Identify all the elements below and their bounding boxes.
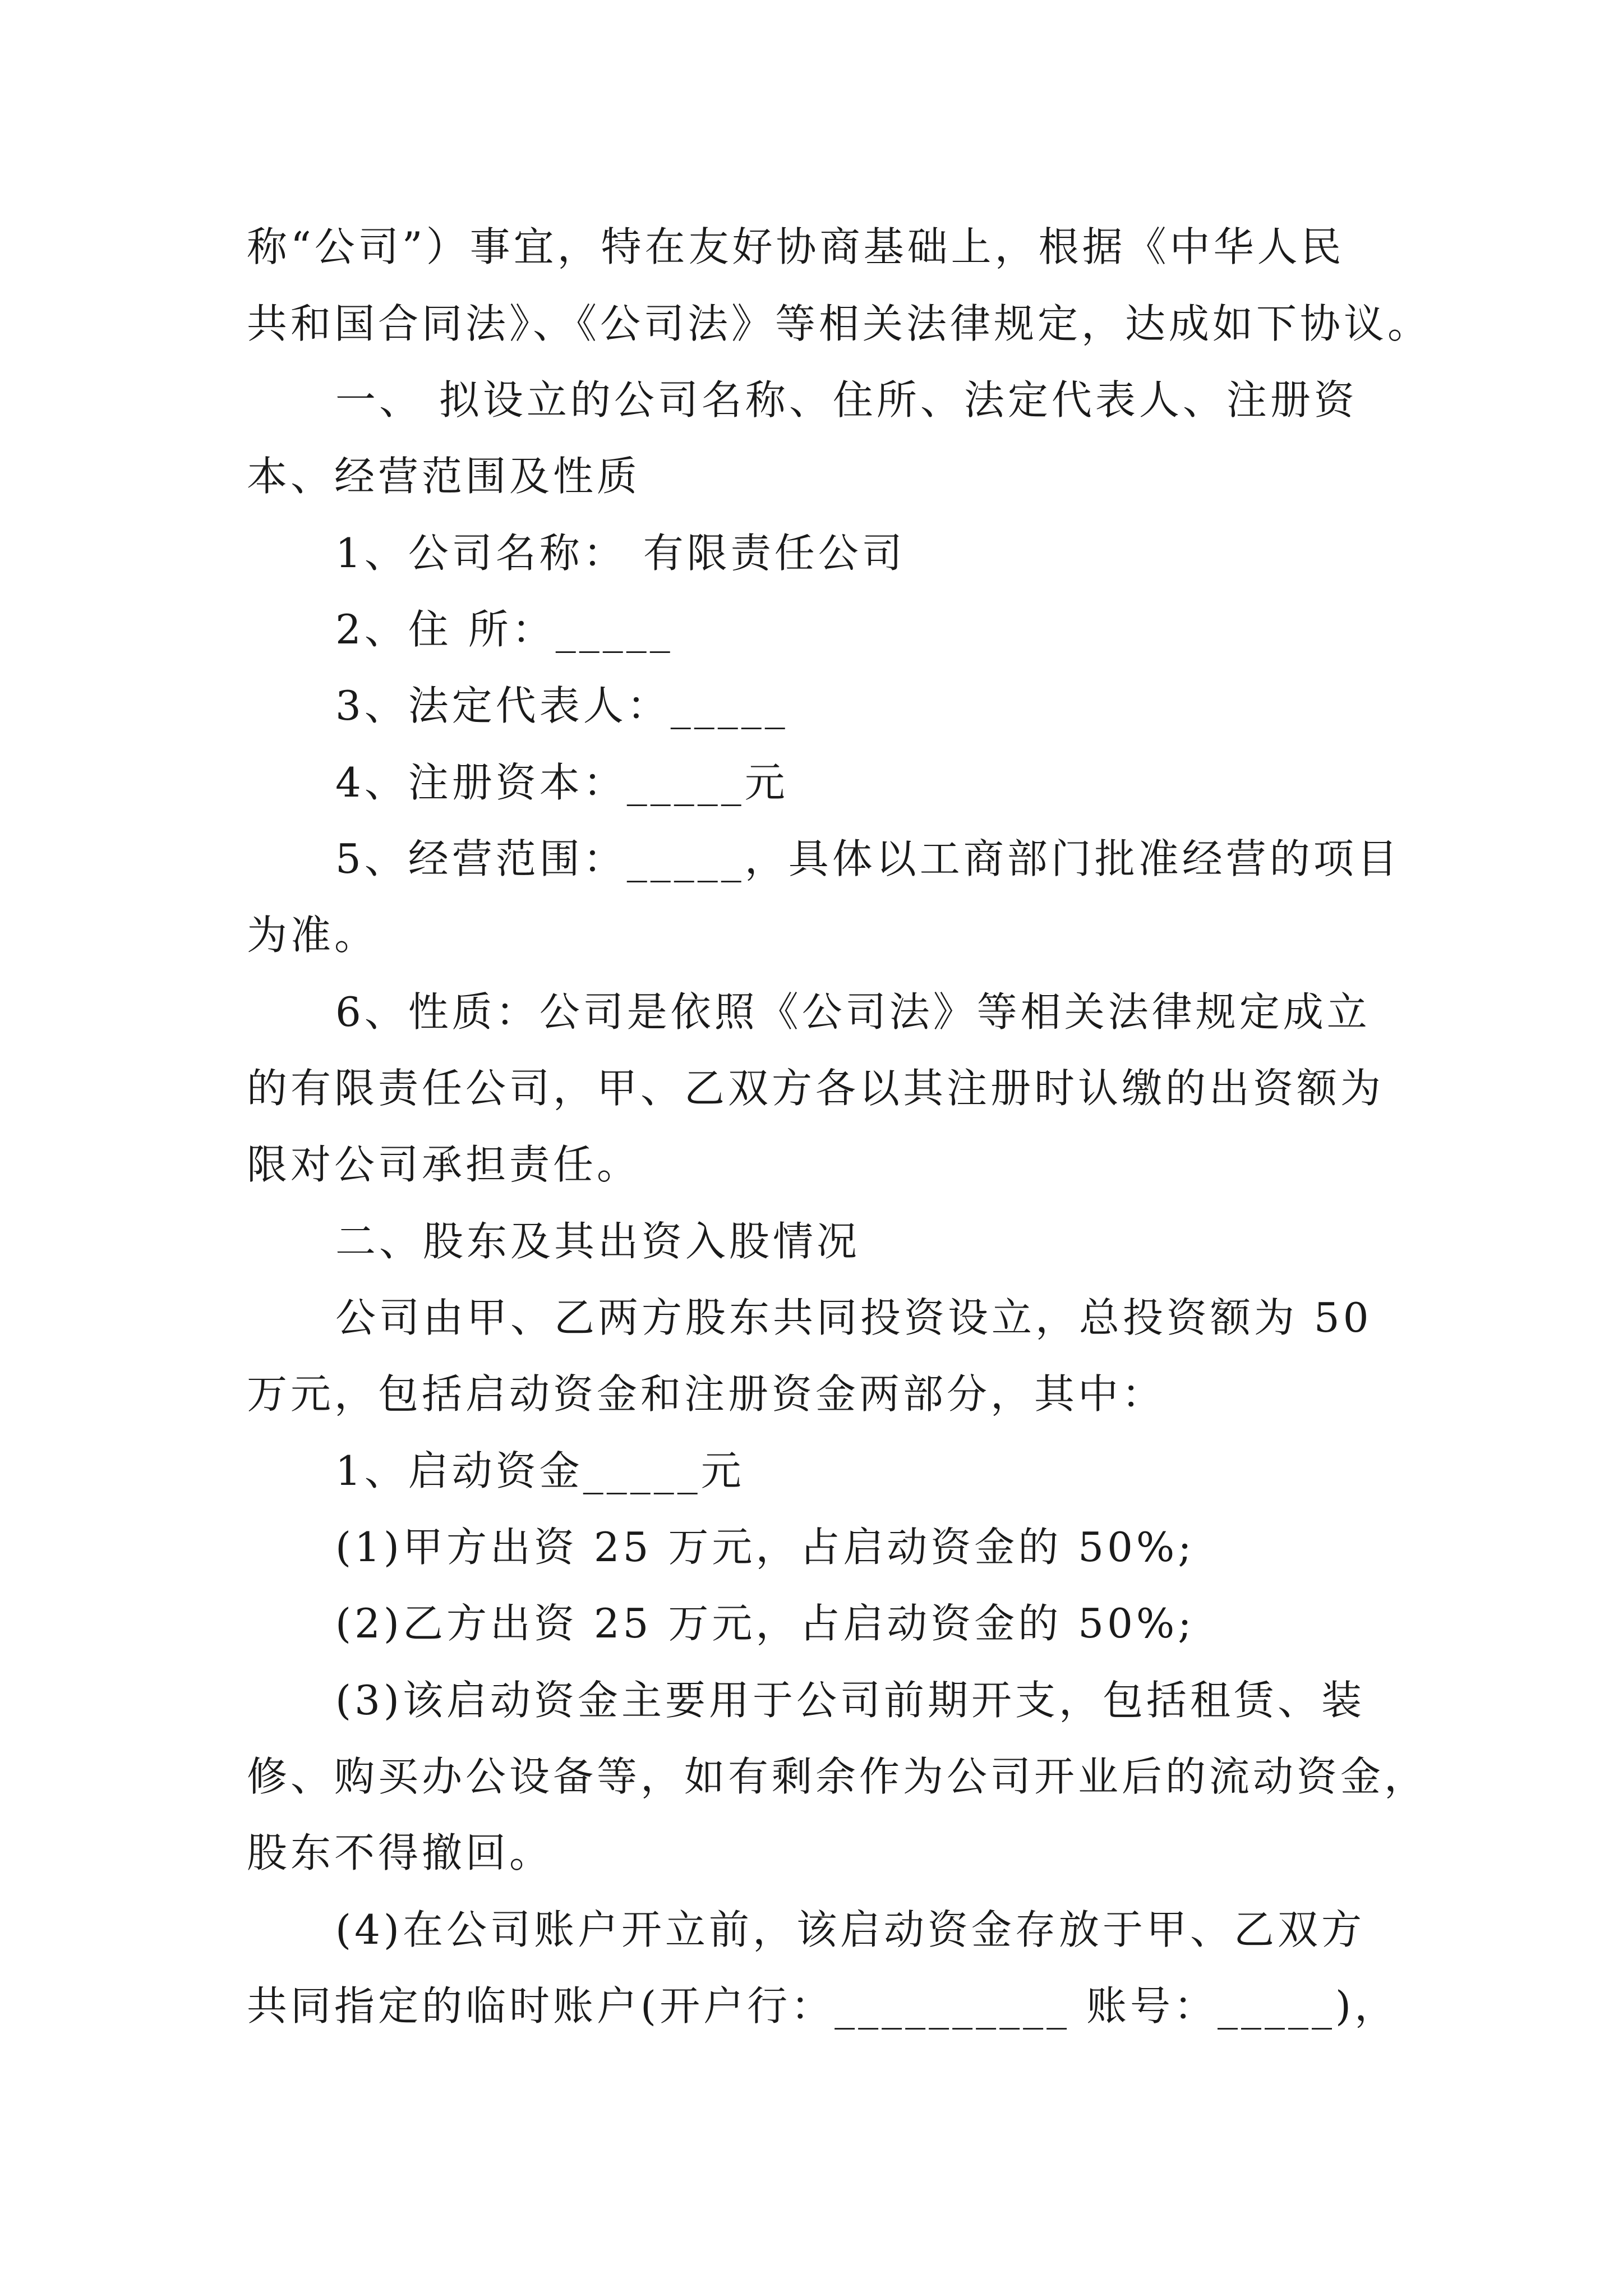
list-item: 2、住 所：_____ <box>335 606 674 653</box>
list-item-cont: 修、购买办公设备等，如有剩余作为公司开业后的流动资金， <box>247 1753 1428 1800</box>
paragraph-line: 称“公司”）事宜，特在友好协商基础上，根据《中华人民 <box>247 223 1345 270</box>
section-heading-1-cont: 本、经营范围及性质 <box>247 453 641 500</box>
paragraph-line: 公司由甲、乙两方股东共同投资设立，总投资额为 50 <box>335 1294 1372 1341</box>
list-item-cont: 共同指定的临时账户(开户行：__________ 账号：_____)， <box>247 1982 1399 2030</box>
list-item-cont: 股东不得撤回。 <box>247 1829 554 1876</box>
section-heading-1: 一、 拟设立的公司名称、住所、法定代表人、注册资 <box>335 376 1358 424</box>
list-item: (2)乙方出资 25 万元，占启动资金的 50%; <box>335 1600 1195 1647</box>
list-item: 1、公司名称： 有限责任公司 <box>335 530 906 577</box>
list-item-cont: 的有限责任公司，甲、乙双方各以其注册时认缴的出资额为 <box>247 1065 1385 1112</box>
list-item: 4、注册资本：_____元 <box>335 759 789 806</box>
list-item-cont: 限对公司承担责任。 <box>247 1141 641 1188</box>
section-heading-2: 二、股东及其出资入股情况 <box>335 1218 861 1265</box>
list-item: (4)在公司账户开立前，该启动资金存放于甲、乙双方 <box>335 1906 1365 1953</box>
list-item: 6、性质：公司是依照《公司法》等相关法律规定成立 <box>335 988 1371 1036</box>
paragraph-line: 共和国合同法》、《公司法》等相关法律规定，达成如下协议。 <box>247 300 1432 347</box>
paragraph-line: 万元，包括启动资金和注册资金两部分，其中： <box>247 1370 1166 1418</box>
list-item: (1)甲方出资 25 万元，占启动资金的 50%; <box>335 1524 1195 1571</box>
list-item: (3)该启动资金主要用于公司前期开支，包括租赁、装 <box>335 1677 1365 1724</box>
list-item: 5、经营范围：_____，具体以工商部门批准经营的项目 <box>335 835 1401 882</box>
list-item: 3、法定代表人：_____ <box>335 682 789 729</box>
list-item-cont: 为准。 <box>247 912 379 959</box>
list-item: 1、启动资金_____元 <box>335 1447 745 1494</box>
